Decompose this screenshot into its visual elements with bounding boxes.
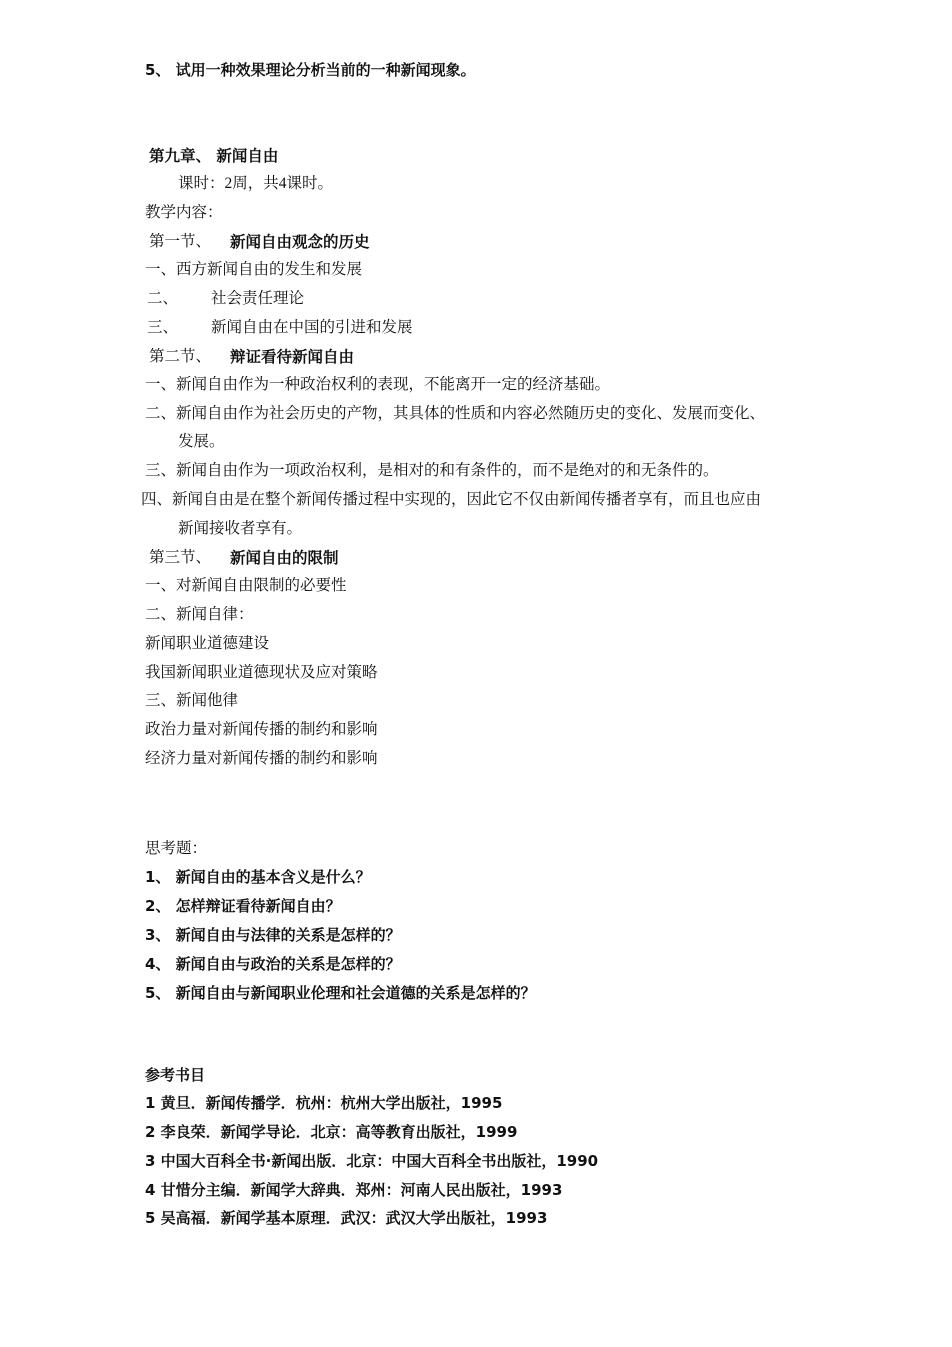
section-1-label: 第一节、 [149, 233, 212, 250]
question-1: 1、 新闻自由的基本含义是什么？ [145, 868, 371, 886]
section-3-label: 第三节、 [149, 549, 212, 566]
reference-1: 1 黄旦．新闻传播学．杭州：杭州大学出版社，1995 [145, 1094, 503, 1112]
question-5: 5、 新闻自由与新闻职业伦理和社会道德的关系是怎样的？ [145, 984, 536, 1002]
chapter-hours: 课时：2周，共4课时。 [178, 175, 334, 192]
section-2-label: 第二节、 [149, 348, 212, 365]
section-2-item-2: 二、新闻自由作为社会历史的产物，其具体的性质和内容必然随历史的变化、发展而变化、 [145, 405, 766, 422]
teaching-content-label: 教学内容： [145, 204, 223, 221]
question-2: 2、 怎样辩证看待新闻自由？ [145, 897, 341, 915]
section-3-item-2a: 新闻职业道德建设 [145, 635, 270, 652]
section-3-item-3a: 政治力量对新闻传播的制约和影响 [145, 721, 378, 738]
section-3-item-2: 二、新闻自律： [145, 606, 254, 623]
question-4: 4、 新闻自由与政治的关系是怎样的？ [145, 955, 401, 973]
chapter-title: 第九章、 新闻自由 [149, 147, 279, 165]
question-3: 3、 新闻自由与法律的关系是怎样的？ [145, 926, 401, 944]
section-1-item-2-text: 社会责任理论 [211, 290, 305, 307]
section-2-item-4: 四、新闻自由是在整个新闻传播过程中实现的，因此它不仅由新闻传播者享有，而且也应由 [141, 491, 762, 508]
section-3-title: 新闻自由的限制 [230, 549, 339, 567]
section-3-item-3b: 经济力量对新闻传播的制约和影响 [145, 750, 378, 767]
section-2-item-3: 三、新闻自由作为一项政治权利，是相对的和有条件的，而不是绝对的和无条件的。 [145, 462, 719, 479]
previous-question-5: 5、 试用一种效果理论分析当前的一种新闻现象。 [145, 61, 476, 79]
section-1-item-3-text: 新闻自由在中国的引进和发展 [211, 319, 413, 336]
section-3-item-2b: 我国新闻职业道德现状及应对策略 [145, 664, 378, 681]
section-2-item-4-cont: 新闻接收者享有。 [178, 520, 303, 537]
reference-5: 5 吴高福．新闻学基本原理．武汉：武汉大学出版社，1993 [145, 1209, 548, 1227]
section-3-item-3: 三、新闻他律 [145, 692, 239, 709]
section-3-item-1: 一、对新闻自由限制的必要性 [145, 577, 347, 594]
reference-4: 4 甘惜分主编．新闻学大辞典．郑州：河南人民出版社，1993 [145, 1181, 563, 1199]
section-1-item-3-number: 三、 [147, 319, 179, 336]
references-heading: 参考书目 [145, 1066, 206, 1084]
section-2-title: 辩证看待新闻自由 [230, 348, 355, 366]
section-1-item-2-number: 二、 [147, 290, 179, 307]
reference-2: 2 李良荣．新闻学导论．北京：高等教育出版社，1999 [145, 1123, 518, 1141]
reference-3: 3 中国大百科全书·新闻出版．北京：中国大百科全书出版社，1990 [145, 1152, 599, 1170]
questions-heading: 思考题： [145, 839, 208, 857]
section-2-item-1: 一、新闻自由作为一种政治权利的表现，不能离开一定的经济基础。 [145, 376, 611, 393]
section-1-title: 新闻自由观念的历史 [230, 233, 370, 251]
section-1-item-1: 一、西方新闻自由的发生和发展 [145, 261, 363, 278]
section-2-item-2-cont: 发展。 [178, 433, 225, 450]
